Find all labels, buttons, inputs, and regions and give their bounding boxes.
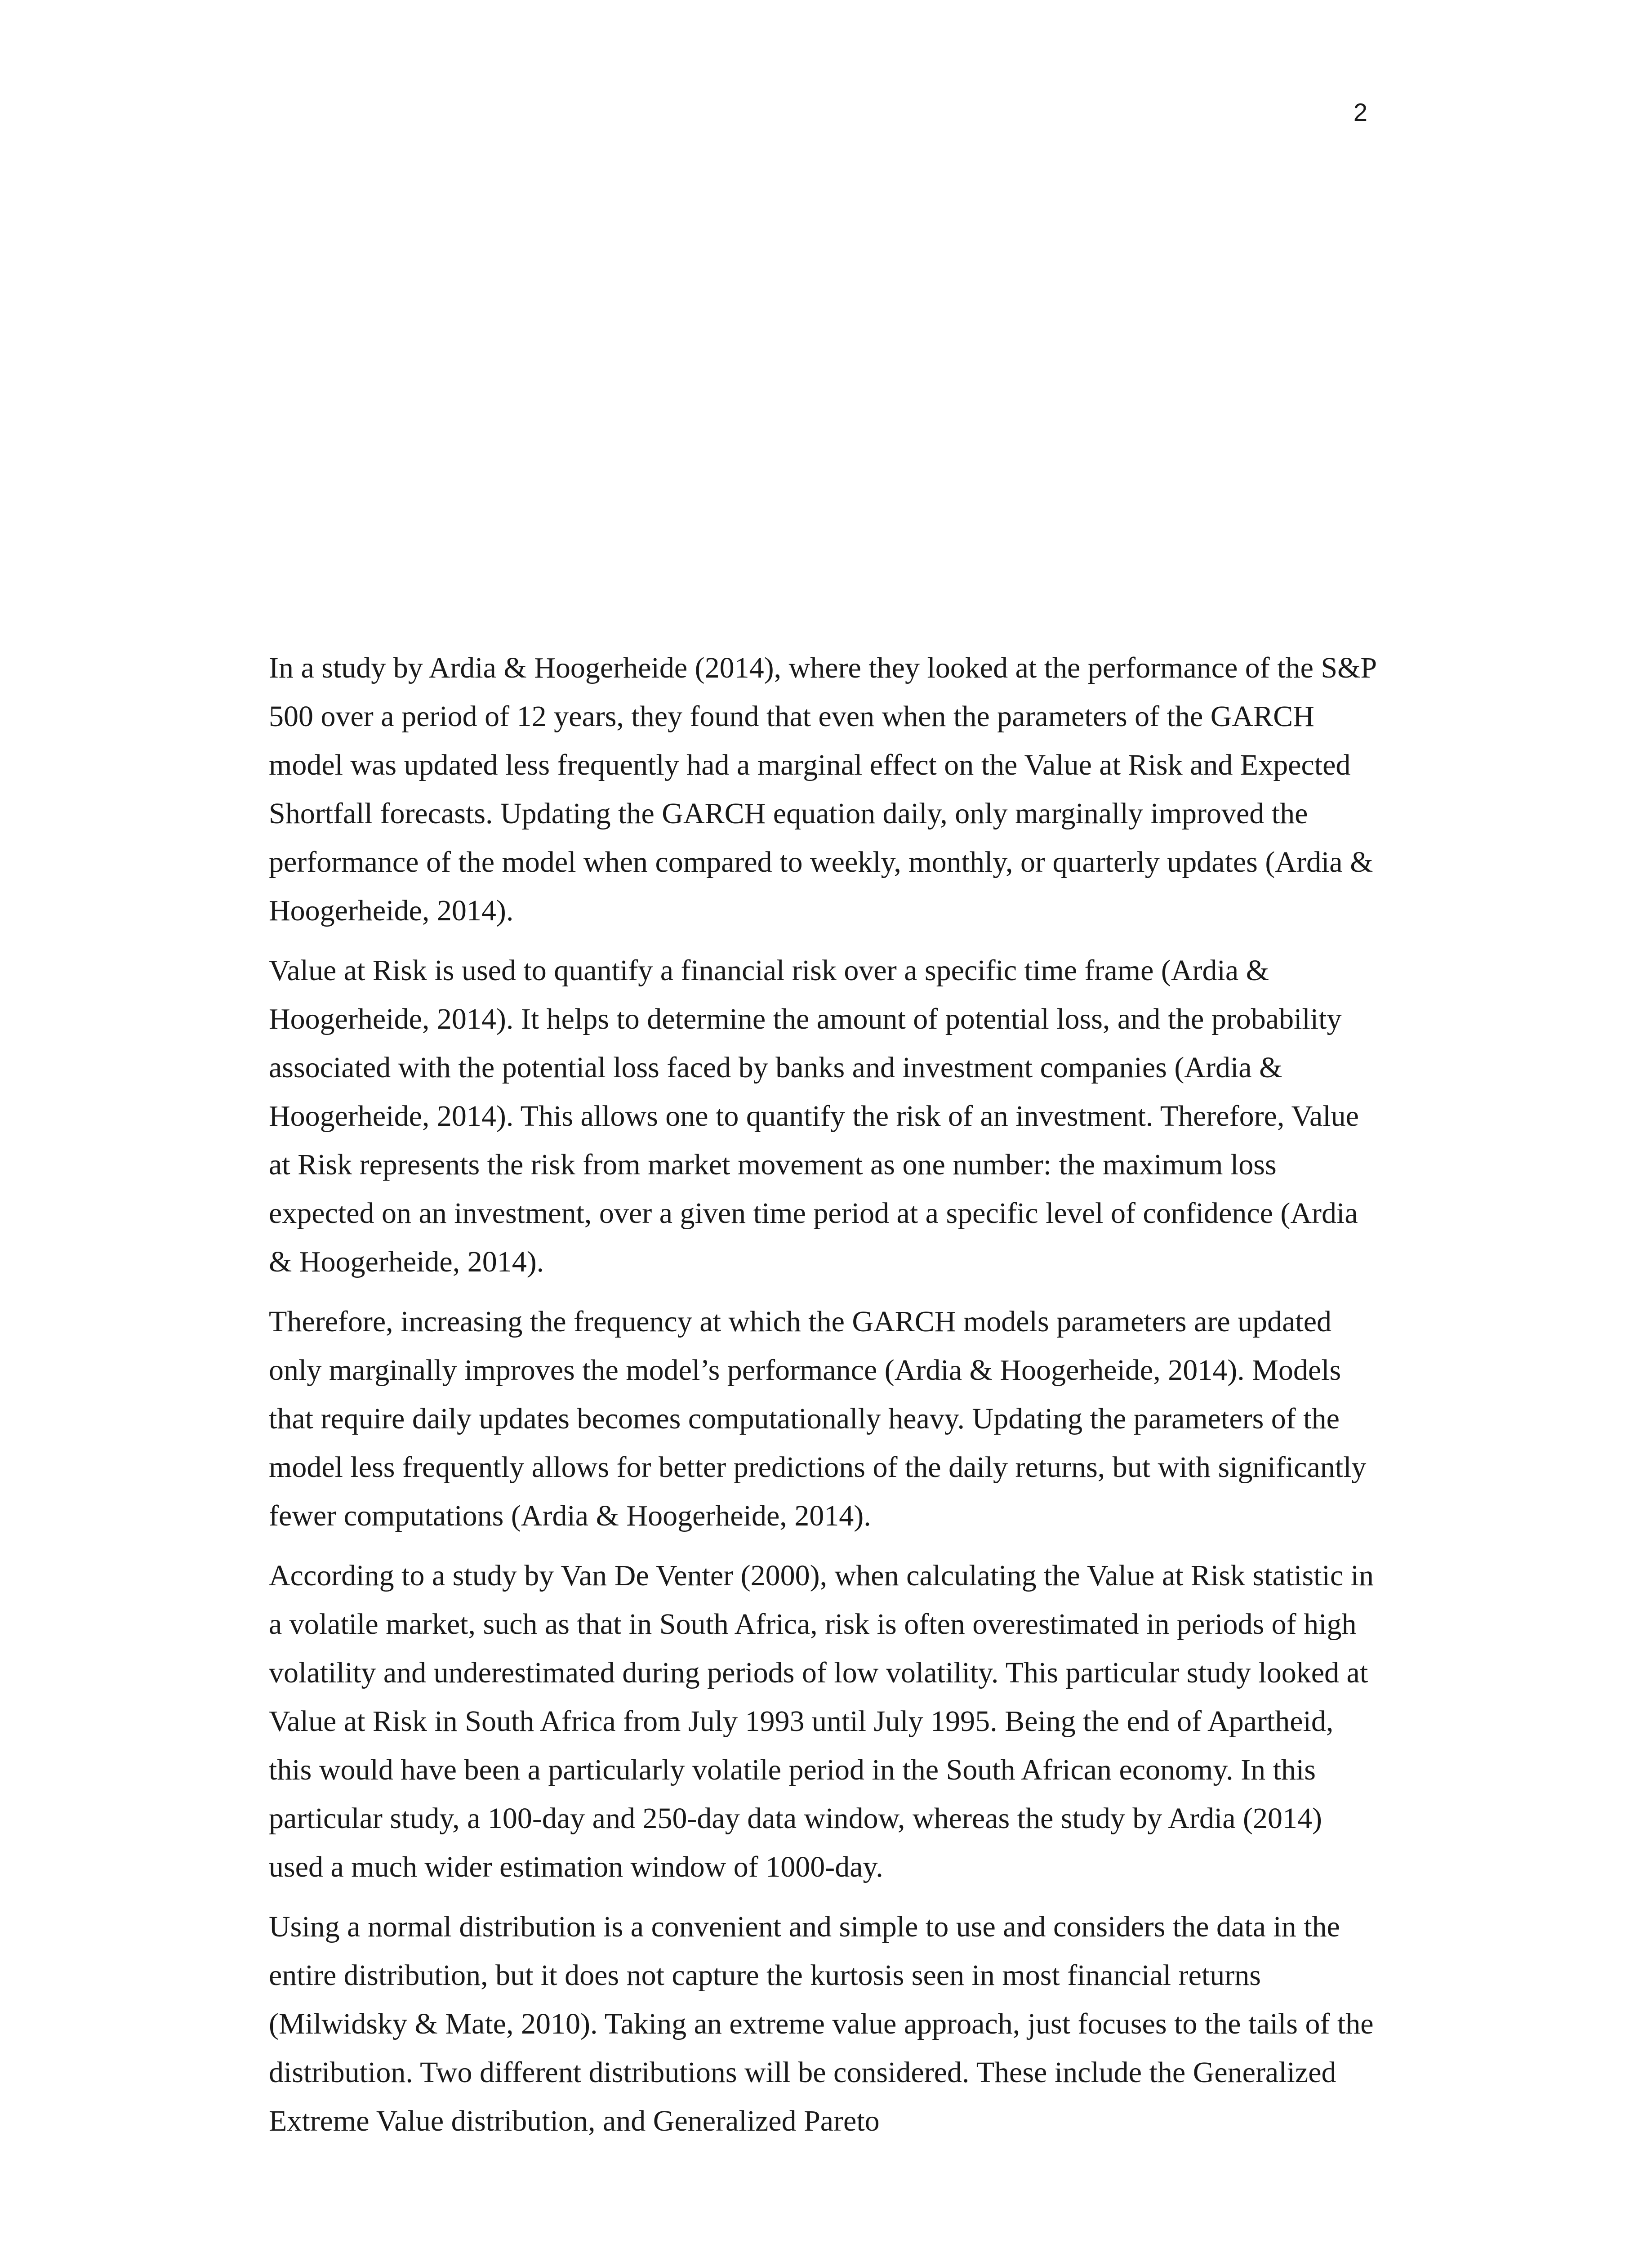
paragraph-van-de-venter: According to a study by Van De Venter (2000), when calculating the Value at Risk statistic in a volatile market, such as that in South Africa, risk is often overestimated in periods of high volatility and underestimated during periods of low volatility. This particular study looked at Value at Risk in South Africa from July 1993 until July 1995. Being the end of Apartheid, this would have been a particularly volatile period in the South African economy. In this particular study, a 100-day and 250-day data window, whereas the study by Ardia (2014) used a much wider estimation window of 1000-day. — [269, 1559, 1374, 1883]
paragraph-ardia-study: In a study by Ardia & Hoogerheide (2014), where they looked at the performance of the S&P 500 over a period of 12 years, they found that even when the parameters of the GARCH model was updated less frequently had a marginal effect on the Value at Risk and Expected Shortfall forecasts. Updating the GARCH equation daily, only marginally improved the performance of the model when compared to weekly, monthly, or quarterly updates (Ardia & Hoogerheide, 2014). — [269, 651, 1376, 927]
page-number: 2 — [1353, 98, 1367, 126]
paragraph-garch-frequency: Therefore, increasing the frequency at which the GARCH models parameters are updated only marginally improves the model’s performance (Ardia & Hoogerheide, 2014). Models that require daily updates becomes computationally heavy. Updating the parameters of the model less frequently allows for better predictions of the daily returns, but with significantly fewer computations (Ardia & Hoogerheide, 2014). — [269, 1305, 1367, 1532]
body-text — [269, 644, 1379, 2157]
paragraph-normal-distribution: Using a normal distribution is a convenient and simple to use and considers the data in the entire distribution, but it does not capture the kurtosis seen in most financial returns (Milwidsky & Mate, 2010). Taking an extreme value approach, just focuses to the tails of the distribution. Two different distributions will be considered. These include the Generalized Extreme Value distribution, and Generalized Pareto — [269, 1910, 1374, 2137]
paragraph-value-at-risk: Value at Risk is used to quantify a financial risk over a specific time frame (Ardia & Hoogerheide, 2014). It helps to determine the amount of potential loss, and the probability associated with the potential loss faced by banks and investment companies (Ardia & Hoogerheide, 2014). This allows one to quantify the risk of an investment. Therefore, Value at Risk represents the risk from market movement as one number: the maximum loss expected on an investment, over a given time period at a specific level of confidence (Ardia & Hoogerheide, 2014). — [269, 954, 1359, 1278]
